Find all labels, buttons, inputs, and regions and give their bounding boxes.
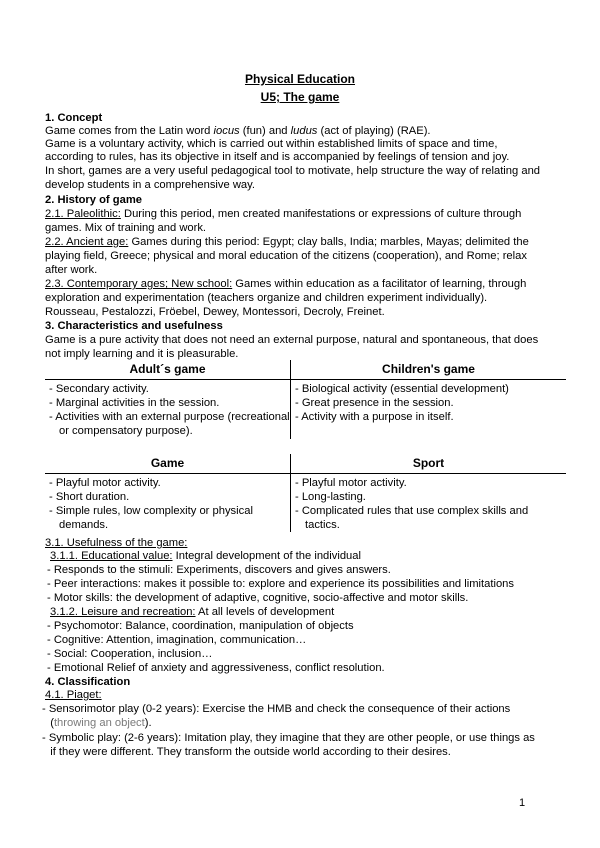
list-item: - Great presence in the session.: [295, 397, 454, 409]
list-item: - Activities with an external purpose (recreational or compensatory purpose).: [49, 411, 290, 437]
adult-vs-children-table: [45, 360, 566, 439]
concept-line: In short, games are a very useful pedagogical tool to motivate, help structure the way of relating and: [45, 165, 541, 177]
section-heading-history: 2. History of game: [45, 194, 142, 206]
history-ancient: [45, 235, 585, 249]
subheading-paleolithic: 2.1. Paleolithic:: [45, 208, 121, 220]
table-cell: [291, 474, 567, 533]
list-item: - Activity with a purpose in itself.: [295, 411, 454, 423]
subheading-ancient-age: 2.2. Ancient age:: [45, 236, 129, 248]
history-line: exploration and experimentation (teachers organize and children experiment individually).: [45, 292, 488, 304]
list-item: - Long-lasting.: [295, 491, 366, 503]
concept-line: according to rules, has its objective in itself and is accompanied by feelings of tension and joy.: [45, 151, 510, 163]
subheading-piaget: 4.1. Piaget:: [45, 689, 102, 701]
document-title: Physical Education: [244, 72, 356, 86]
table-cell: [45, 380, 291, 440]
list-item: - Biological activity (essential development): [295, 383, 509, 395]
subheading-educational-value: 3.1.1. Educational value:: [50, 550, 173, 562]
history-line: Rousseau, Pestalozzi, Fröebel, Dewey, Montessori, Decroly, Freinet.: [45, 306, 385, 318]
list-item: - Playful motor activity.: [49, 477, 161, 489]
text: Games within education as a facilitator of learning, through: [232, 278, 527, 290]
highlighted-example: throwing an object: [53, 717, 145, 729]
subheading-contemporary-ages: 2.3. Contemporary ages; New school:: [45, 278, 233, 290]
section-heading-classification: 4. Classification: [45, 676, 131, 688]
latin-word-ludus: ludus: [290, 125, 318, 137]
list-item: - Symbolic play: (2-6 years): Imitation play, they imagine that they are other people, or use things as: [42, 732, 535, 744]
table-header: Game: [45, 454, 291, 474]
list-item: - Responds to the stimuli: Experiments, discovers and gives answers.: [47, 564, 391, 576]
list-item: - Emotional Relief of anxiety and aggressiveness, conflict resolution.: [47, 662, 385, 674]
game-vs-sport-table: [45, 454, 566, 532]
history-paleolithic: [45, 207, 585, 221]
section-heading-concept: 1. Concept: [45, 112, 103, 124]
list-item-continuation: if they were different. They transform the outside world according to their desires.: [44, 746, 451, 758]
leisure-recreation: [50, 605, 590, 619]
document-subtitle: U5; The game: [260, 90, 340, 104]
page-number: 1: [519, 797, 526, 809]
list-item: - Playful motor activity.: [295, 477, 407, 489]
text: Integral development of the individual: [172, 550, 361, 562]
latin-word-iocus: iocus: [213, 125, 240, 137]
text: Game comes from the Latin word: [45, 125, 214, 137]
table-header: Sport: [291, 454, 567, 474]
text: (fun) and: [239, 125, 291, 137]
list-item: - Cognitive: Attention, imagination, communication…: [47, 634, 307, 646]
text: ).: [144, 717, 152, 729]
table-header: Adult´s game: [45, 360, 291, 380]
text: (act of playing) (RAE).: [317, 125, 431, 137]
table-cell: [291, 380, 567, 440]
table-cell: [45, 474, 291, 533]
characteristics-line: Game is a pure activity that does not need an external purpose, natural and spontaneous, that does: [45, 334, 539, 346]
concept-line: [45, 124, 585, 138]
list-item: - Psychomotor: Balance, coordination, manipulation of objects: [47, 620, 354, 632]
history-line: playing field, Greece; physical and moral education of the citizens (cooperation), and Rome; relax: [45, 250, 527, 262]
section-heading-characteristics: 3. Characteristics and usefulness: [45, 320, 223, 332]
subheading-leisure: 3.1.2. Leisure and recreation:: [50, 606, 196, 618]
text: At all levels of development: [195, 606, 335, 618]
characteristics-line: not imply learning and it is pleasurable.: [45, 348, 239, 360]
list-item: - Marginal activities in the session.: [49, 397, 220, 409]
table-header: Children's game: [291, 360, 567, 380]
text: Games during this period: Egypt; clay balls, India; marbles, Mayas; delimited the: [128, 236, 529, 248]
list-item: - Short duration.: [49, 491, 130, 503]
list-item: - Social: Cooperation, inclusion…: [47, 648, 213, 660]
list-item: - Motor skills: the development of adaptive, cognitive, socio-affective and motor skills.: [47, 592, 469, 604]
text: (: [44, 717, 54, 729]
list-item: - Peer interactions: makes it possible to: explore and experience its possibilities and limitations: [47, 578, 514, 590]
list-item: - Simple rules, low complexity or physical demands.: [49, 505, 253, 531]
concept-line: Game is a voluntary activity, which is carried out within established limits of space and time,: [45, 138, 498, 150]
text: During this period, men created manifestations or expressions of culture through: [120, 208, 522, 220]
history-line: games. Mix of training and work.: [45, 222, 207, 234]
subheading-usefulness: 3.1. Usefulness of the game:: [45, 537, 188, 549]
concept-line: develop students in a comprehensive way.: [45, 179, 255, 191]
list-item: - Sensorimotor play (0-2 years): Exercise the HMB and check the consequence of their actions: [42, 703, 511, 715]
history-line: after work.: [45, 264, 98, 276]
list-item: - Complicated rules that use complex skills and tactics.: [295, 505, 529, 531]
history-contemporary: [45, 277, 585, 291]
list-item: - Secondary activity.: [49, 383, 149, 395]
educational-value: [50, 549, 590, 563]
list-item-continuation: [44, 716, 584, 730]
